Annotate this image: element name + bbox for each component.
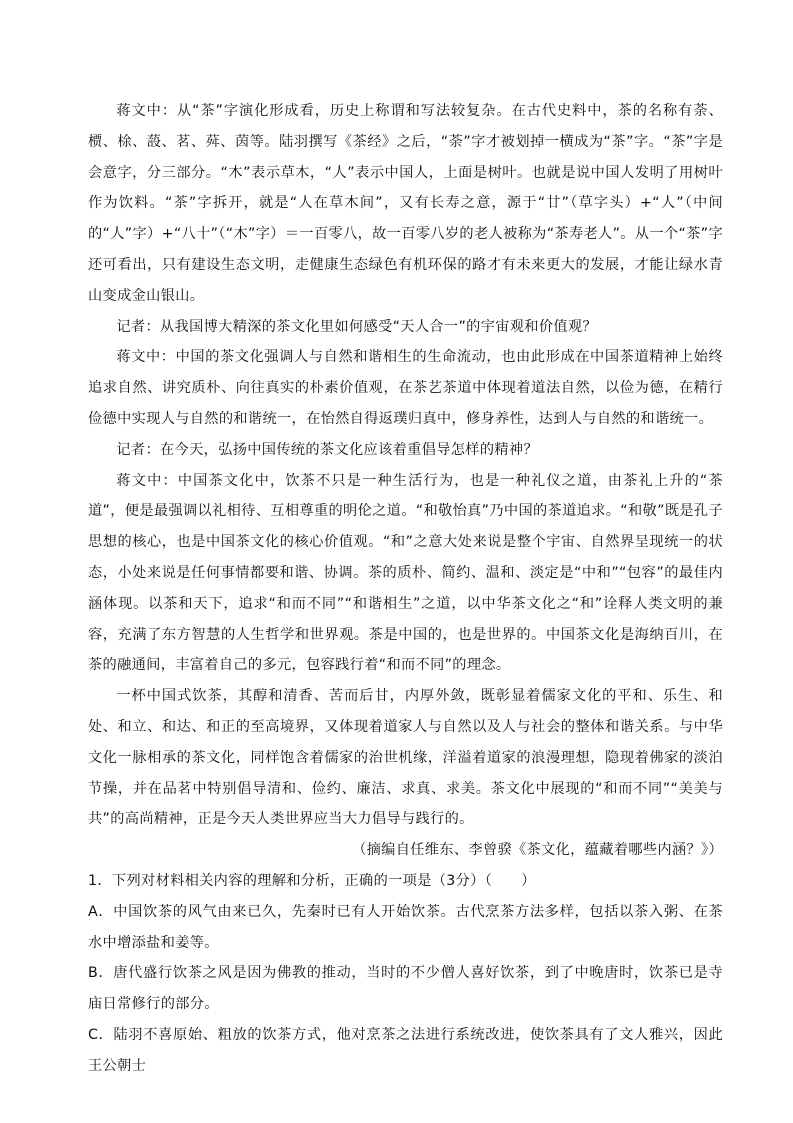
option-b: B．唐代盛行饮茶之风是因为佛教的推动，当时的不少僧人喜好饮茶，到了中晚唐时，饮茶已是寺庙日常修行的部分。 xyxy=(88,965,723,1013)
passage-paragraph-2: 记者：从我国博大精深的茶文化里如何感受“天人合一”的宇宙观和价值观？ xyxy=(116,318,597,335)
question-stem: 1．下列对材料相关内容的理解和分析，正确的一项是（3分）（ ） xyxy=(88,872,536,889)
option-a: A．中国饮茶的风气由来已久，先秦时已有人开始饮茶。古代烹茶方法多样，包括以茶入粥、在茶水中增添盐和姜等。 xyxy=(88,903,723,951)
passage-paragraph-4: 记者：在今天，弘扬中国传统的茶文化应该着重倡导怎样的精神？ xyxy=(116,441,538,458)
passage-paragraph-1: 蒋文中：从“茶”字演化形成看，历史上称谓和写法较复杂。在古代史料中，茶的名称有荼、槚、梌、蔎、茗、荈、茵等。陆羽撰写《茶经》之后，“荼”字才被划掉一横成为“茶”字。“茶”字是会意字，分三部分。“木”表示草木，“人”表示中国人，上面是树叶。也就是说中国人发明了用树叶作为饮料。“茶”字拆开，就是“人在草木间”，又有长寿之意，源于“廿”（草字头）+“人”（中间的“人”字）+“八十”（“木”字）＝一百零八，故一百零八岁的老人被称为“茶寿老人”。从一个“茶”字还可看出，只有建设生态文明，走健康生态绿色有机环保的路才有未来更大的发展，才能让绿水青山变成金山银山。 xyxy=(88,103,723,304)
passage-paragraph-6: 一杯中国式饮茶，其醇和清香、苦而后甘，内厚外敛，既彰显着儒家文化的平和、乐生、和处、和立、和达、和正的至高境界，又体现着道家人与自然以及人与社会的整体和谐关系。与中华文化一脉相承的茶文化，同样饱含着儒家的治世机缘，洋溢着道家的浪漫理想，隐现着佛家的淡泊节操，并在品茗中特别倡导清和、俭约、廉洁、求真、求美。茶文化中展现的“和而不同”“美美与共”的高尚精神，正是今天人类世界应当大力倡导与践行的。 xyxy=(88,688,723,828)
document-page xyxy=(88,96,723,1082)
source-citation: （摘编自任维东、李曾骙《茶文化，蕴藏着哪些内涵？》） xyxy=(352,842,723,859)
passage-paragraph-3: 蒋文中：中国的茶文化强调人与自然和谐相生的生命流动，也由此形成在中国茶道精神上始终追求自然、讲究质朴、向往真实的朴素价值观，在茶艺茶道中体现着道法自然，以俭为德，在精行俭德中实现人与自然的和谐统一，在怡然自得返璞归真中，修身养性，达到人与自然的和谐统一。 xyxy=(88,349,723,427)
option-c: C．陆羽不喜原始、粗放的饮茶方式，他对烹茶之法进行系统改进，使饮茶具有了文人雅兴，因此王公朝士 xyxy=(88,1026,723,1074)
passage-paragraph-5: 蒋文中：中国茶文化中，饮茶不只是一种生活行为，也是一种礼仪之道，由茶礼上升的“茶道”，便是最强调以礼相待、互相尊重的明伦之道。“和敬怡真”乃中国的茶道追求。“和敬”既是孔子思想的核心，也是中国茶文化的核心价值观。“和”之意大处来说是整个宇宙、自然界呈现统一的状态，小处来说是任何事情都要和谐、协调。茶的质朴、简约、温和、淡定是“中和”“包容”的最佳内涵体现。以茶和天下，追求“和而不同”“和谐相生”之道，以中华茶文化之“和”诠释人类文明的兼容，充满了东方智慧的人生哲学和世界观。茶是中国的，也是世界的。中国茶文化是海纳百川，在茶的融通间，丰富着自己的多元，包容践行着“和而不同”的理念。 xyxy=(88,472,723,674)
